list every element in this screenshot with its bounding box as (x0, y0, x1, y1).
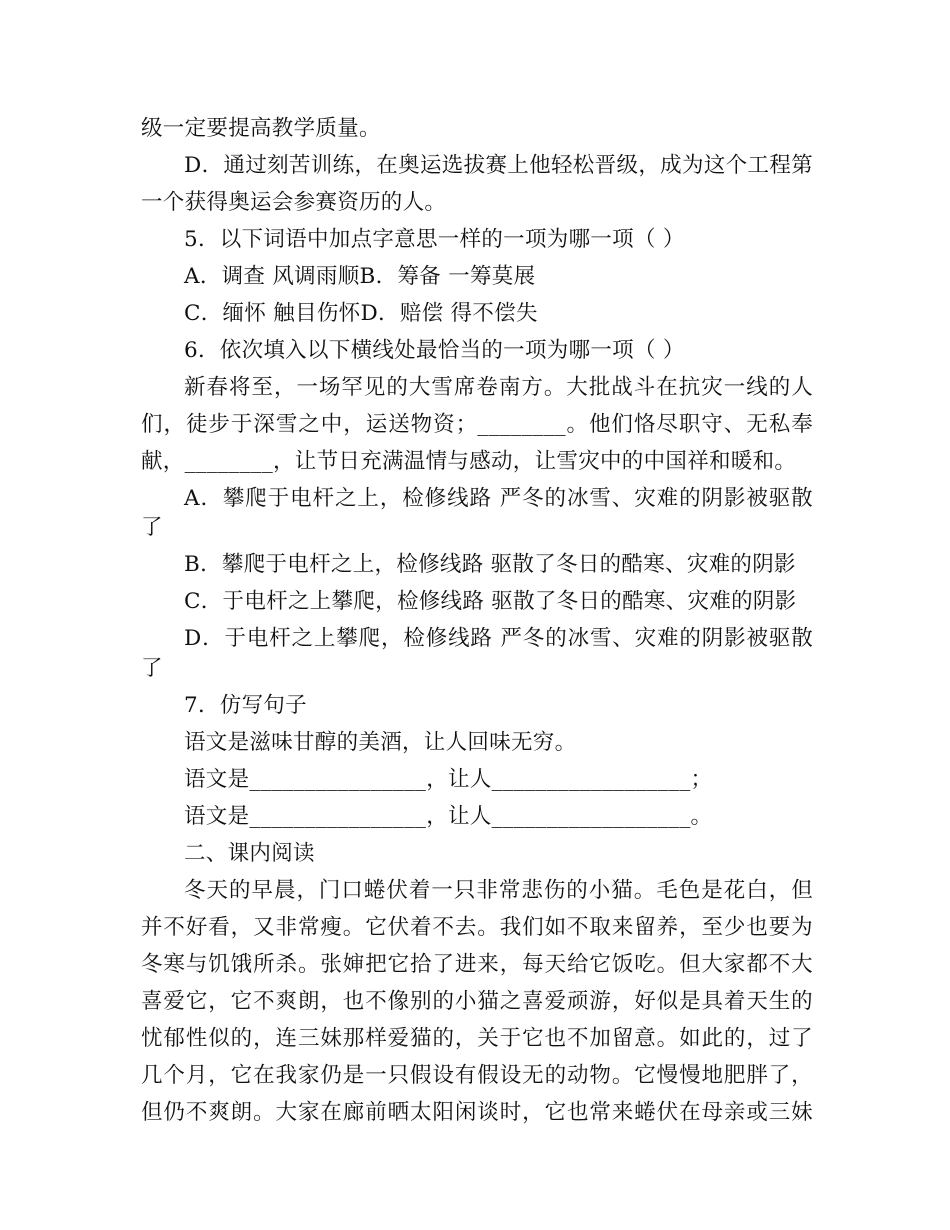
question-6-option-c: C．于电杆之上攀爬，检修线路 驱散了冬日的酷寒、灾难的阴影 (184, 589, 797, 614)
question-6-option-d: D．于电杆之上攀爬，检修线路 严冬的冰雪、灾难的阴影被驱散 (184, 626, 813, 651)
question-6-option-a: A．攀爬于电杆之上，检修线路 严冬的冰雪、灾难的阴影被驱散 (184, 486, 813, 511)
fill-in-line: 语文是________________，让人__________________。 (184, 804, 713, 829)
question-5: 5．以下词语中加点字意思一样的一项为哪一项（ ） (184, 227, 685, 252)
text-line: 了 (141, 656, 163, 681)
text-line: 冬天的早晨，门口蜷伏着一只非常悲伤的小猫。毛色是花白，但 (184, 878, 813, 903)
question-7: 7．仿写句子 (184, 693, 307, 718)
text-line: 献，________，让节日充满温情与感动，让雪灾中的中国祥和暖和。 (141, 449, 797, 474)
question-6-option-b: B．攀爬于电杆之上，检修线路 驱散了冬日的酷寒、灾难的阴影 (184, 552, 796, 577)
question-5-option-ab: A．调查 风调雨顺B．筹备 一筹莫展 (184, 264, 536, 289)
text-line: 们，徒步于深雪之中，运送物资；________。他们恪尽职守、无私奉 (141, 412, 813, 437)
text-line: 级一定要提高教学质量。 (141, 116, 381, 141)
text-line: 喜爱它，它不爽朗，也不像别的小猫之喜爱顽游，好似是具着天生的 (141, 989, 813, 1014)
section-heading: 二、课内阅读 (184, 841, 315, 866)
text-line: 了 (141, 515, 163, 540)
text-line: 几个月，它在我家仍是一只假设有假设无的动物。它慢慢地肥胖了， (141, 1063, 813, 1088)
text-line: 但仍不爽朗。大家在廊前晒太阳闲谈时，它也常来蜷伏在母亲或三妹 (141, 1100, 813, 1125)
text-line: 语文是滋味甘醇的美酒，让人回味无穷。 (184, 730, 577, 755)
question-5-option-cd: C．缅怀 触目伤怀D．赔偿 得不偿失 (184, 301, 538, 326)
text-line: 冬寒与饥饿所杀。张婶把它拾了进来，每天给它饭吃。但大家都不大 (141, 952, 813, 977)
text-line: 新春将至，一场罕见的大雪席卷南方。大批战斗在抗灾一线的人 (184, 375, 813, 400)
question-6: 6．依次填入以下横线处最恰当的一项为哪一项（ ） (184, 338, 685, 363)
fill-in-line: 语文是________________，让人__________________； (184, 767, 713, 792)
text-line: 一个获得奥运会参赛资历的人。 (141, 190, 447, 215)
text-line: 忧郁性似的，连三妹那样爱猫的，关于它也不加留意。如此的，过了 (141, 1026, 813, 1051)
text-line: D．通过刻苦训练，在奥运选拔赛上他轻松晋级，成为这个工程第 (184, 153, 813, 178)
text-line: 并不好看，又非常瘦。它伏着不去。我们如不取来留养，至少也要为 (141, 915, 813, 940)
